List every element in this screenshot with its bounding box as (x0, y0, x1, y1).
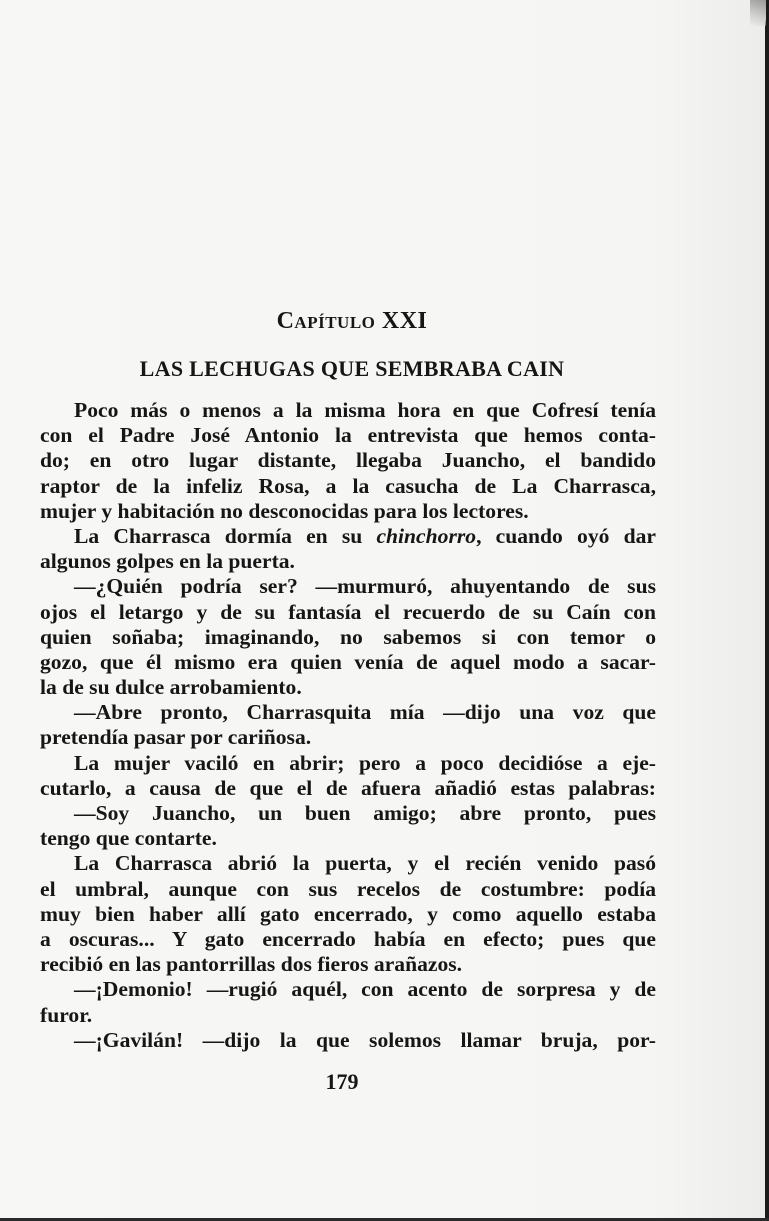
text-line: pretendía pasar por cariñosa. (40, 725, 312, 750)
text-line: —¿Quién podría ser? —murmuró, ahuyentando de sus (74, 574, 656, 599)
text-line: —Abre pronto, Charrasquita mía —dijo una voz que (74, 700, 656, 725)
scan-edge-right (765, 0, 769, 1221)
text-line: La Charrasca abrió la puerta, y el recién venido pasó (74, 851, 656, 876)
text-line: ojos el letargo y de su fantasía el recuerdo de su Caín con (40, 599, 656, 624)
text-line: a oscuras... Y gato encerrado había en efecto; pues que (40, 926, 656, 951)
text-line: tengo que contarte. (40, 826, 217, 851)
chapter-label-initial: C (276, 308, 295, 334)
text-line: —¡Gavilán! —dijo la que solemos llamar bruja, por- (74, 1027, 656, 1052)
chapter-numeral: XXI (381, 308, 428, 334)
text-run: , cuando oyó dar (476, 523, 656, 548)
text-line: furor. (40, 1002, 93, 1027)
text-line: quien soñaba; imaginando, no sabemos si con temor o (40, 624, 656, 649)
text-line: raptor de la infeliz Rosa, a la casucha de La Charrasca, (40, 473, 656, 498)
text-line: La mujer vaciló en abrir; pero a poco decidióse a eje- (74, 750, 656, 775)
text-line: do; en otro lugar distante, llegaba Juancho, el bandido (40, 448, 656, 473)
italic-word: chinchorro (376, 523, 477, 548)
text-line: Poco más o menos a la misma hora en que Cofresí tenía (74, 398, 656, 422)
text-line: gozo, que él mismo era quien venía de aquel modo a sacar- (40, 649, 656, 674)
chapter-title: LAS LECHUGAS QUE SEMBRABA CAIN (139, 356, 565, 381)
text-line (40, 524, 656, 549)
text-line: cutarlo, a causa de que el de afuera añadió estas palabras: (40, 775, 656, 800)
text-line: el umbral, aunque con sus recelos de costumbre: podía (40, 876, 656, 901)
text-line: —¡Demonio! —rugió aquél, con acento de sorpresa y de (74, 977, 656, 1002)
scan-corner-artifact (750, 0, 766, 26)
body-text (40, 398, 656, 1053)
chapter-label (0, 308, 704, 335)
text-line: con el Padre José Antonio la entrevista que hemos conta- (40, 423, 656, 448)
text-line: mujer y habitación no desconocidas para los lectores. (40, 498, 529, 523)
text-run: La Charrasca dormía en su (74, 523, 377, 548)
text-line: recibió en las pantorrillas dos fieros arañazos. (40, 952, 463, 977)
text-line: la de su dulce arrobamiento. (40, 675, 302, 700)
text-line: —Soy Juancho, un buen amigo; abre pronto, pues (74, 801, 656, 825)
text-line: muy bien haber allí gato encerrado, y como aquello estaba (40, 901, 656, 926)
text-line: algunos golpes en la puerta. (40, 549, 295, 574)
page-number: 179 (325, 1069, 359, 1094)
chapter-label-smallcaps: APÍTULO (294, 313, 376, 332)
